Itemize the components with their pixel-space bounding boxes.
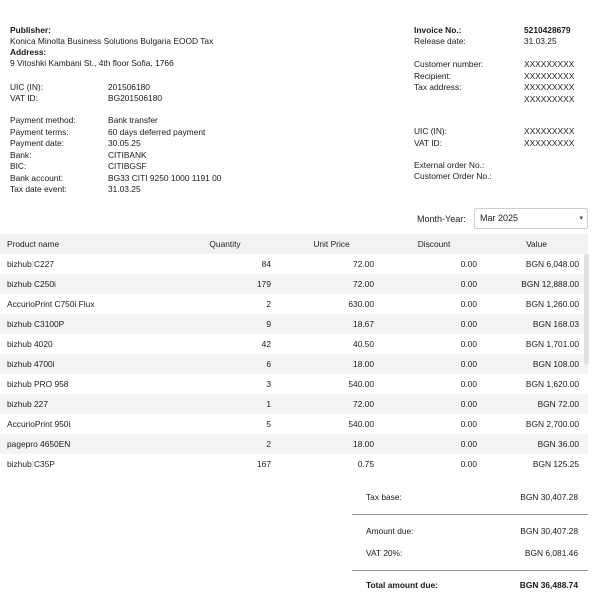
payment-row [10, 138, 221, 150]
cell-value: BGN 108.00 [532, 359, 579, 369]
payment-value: CITIBGSF [108, 161, 147, 171]
customer-value: XXXXXXXXX [524, 93, 575, 104]
cell-discount: 0.00 [460, 379, 477, 389]
customer-label: Recipient: [414, 70, 452, 81]
customer-row [414, 71, 574, 83]
cell-discount: 0.00 [460, 399, 477, 409]
release-date-label: Release date: [414, 36, 466, 46]
table-row [0, 454, 588, 474]
payment-label: Payment terms: [10, 126, 69, 137]
release-date: 31.03.25 [524, 36, 557, 46]
customer-id-row [414, 126, 574, 138]
publisher-label: Publisher: [10, 25, 51, 35]
payment-value: CITIBANK [108, 149, 147, 160]
cell-quantity: 6 [266, 359, 271, 369]
cell-value: BGN 2,700.00 [525, 419, 579, 429]
tax-base-value: BGN 30,407.28 [520, 492, 578, 502]
customer-details [414, 59, 574, 105]
cell-value: BGN 6,048.00 [525, 259, 579, 269]
table-row [0, 294, 588, 314]
customer-label: Tax address: [414, 82, 462, 92]
table-row [0, 274, 588, 294]
cell-value: BGN 1,701.00 [525, 339, 579, 349]
payment-label: Payment date: [10, 138, 65, 148]
cell-unit-price: 18.67 [353, 319, 374, 329]
cell-product: pagepro 4650EN [7, 439, 71, 449]
cell-discount: 0.00 [460, 459, 477, 469]
publisher-name: Konica Minolta Business Solutions Bulgaria EOOD Tax [10, 36, 214, 46]
table-row [0, 354, 588, 374]
products-table [0, 234, 588, 474]
header-product-name: Product name [7, 239, 60, 249]
customer-row [414, 82, 574, 94]
cell-quantity: 42 [261, 339, 271, 349]
vat-label: VAT 20%: [366, 548, 403, 558]
vat-value: BGN 6,081.46 [524, 548, 578, 558]
address-label: Address: [10, 47, 47, 57]
table-row [0, 374, 588, 394]
cell-product: AccurioPrint C750i Flux [7, 299, 95, 309]
publisher-vat-label: VAT ID: [10, 93, 38, 103]
payment-row [10, 127, 221, 139]
invoice-no: 5210428679 [524, 25, 571, 35]
cell-unit-price: 72.00 [353, 259, 374, 269]
cell-discount: 0.00 [460, 419, 477, 429]
customer-row [414, 59, 574, 71]
payment-value: 30.05.25 [108, 138, 141, 148]
divider [352, 514, 588, 515]
customer-id-value: XXXXXXXXX [524, 137, 575, 148]
payment-label: Tax date event: [10, 184, 67, 194]
customer-id-value: XXXXXXXXX [524, 126, 575, 136]
cell-product: bizhub C3100P [7, 319, 65, 329]
publisher-address: 9 Vitoshki Kambani St., 4th floor Sofia, 1766 [10, 58, 174, 68]
month-year-value: Mar 2025 [480, 213, 519, 223]
table-row [0, 394, 588, 414]
cell-unit-price: 0.75 [357, 459, 374, 469]
publisher-uic-label: UIC (IN): [10, 82, 44, 92]
header-unit-price: Unit Price [313, 239, 350, 249]
cell-product: AccurioPrint 950i [7, 419, 71, 429]
external-order-label: External order No.: [414, 160, 485, 170]
payment-value: BG33 CITI 9250 1000 1191 00 [108, 172, 222, 183]
cell-discount: 0.00 [460, 319, 477, 329]
total-label: Total amount due: [366, 580, 438, 590]
month-year-label: Month-Year: [417, 214, 466, 224]
payment-label: Payment method: [10, 115, 76, 125]
cell-quantity: 1 [266, 399, 271, 409]
cell-discount: 0.00 [460, 359, 477, 369]
customer-order-label: Customer Order No.: [414, 171, 492, 181]
cell-unit-price: 540.00 [348, 379, 374, 389]
caret-down-icon: ▾ [579, 215, 583, 222]
payment-label: Bank account: [10, 172, 64, 183]
table-header [0, 234, 588, 254]
payment-row [10, 150, 221, 162]
cell-product: bizhub C250i [7, 279, 56, 289]
publisher-vat: BG201506180 [108, 93, 163, 103]
cell-product: bizhub PRO 958 [7, 379, 69, 389]
header-quantity: Quantity [209, 239, 241, 249]
cell-value: BGN 72.00 [537, 399, 579, 409]
payment-row [10, 184, 221, 196]
cell-value: BGN 168.03 [532, 319, 579, 329]
invoice-no-label: Invoice No.: [414, 25, 462, 35]
customer-value: XXXXXXXXX [524, 82, 575, 92]
cell-discount: 0.00 [460, 279, 477, 289]
cell-value: BGN 125.25 [532, 459, 579, 469]
cell-value: BGN 1,620.00 [525, 379, 579, 389]
payment-details [10, 115, 221, 196]
cell-discount: 0.00 [460, 439, 477, 449]
month-year-select[interactable] [474, 208, 588, 229]
cell-value: BGN 36.00 [537, 439, 579, 449]
customer-id-label: UIC (IN): [414, 126, 448, 136]
cell-discount: 0.00 [460, 339, 477, 349]
payment-label: Bank: [10, 149, 32, 160]
payment-row [10, 161, 221, 173]
cell-quantity: 167 [257, 459, 271, 469]
table-row [0, 314, 588, 334]
customer-row [414, 94, 574, 106]
cell-quantity: 2 [266, 299, 271, 309]
cell-discount: 0.00 [460, 259, 477, 269]
customer-value: XXXXXXXXX [524, 59, 575, 69]
cell-quantity: 84 [261, 259, 271, 269]
customer-ids [414, 126, 574, 149]
cell-unit-price: 18.00 [353, 439, 374, 449]
cell-quantity: 179 [257, 279, 271, 289]
cell-unit-price: 40.50 [353, 339, 374, 349]
cell-value: BGN 12,888.00 [521, 279, 579, 289]
table-row [0, 334, 588, 354]
cell-unit-price: 18.00 [353, 359, 374, 369]
tax-base-label: Tax base: [366, 492, 402, 502]
cell-quantity: 3 [266, 379, 271, 389]
amount-due-value: BGN 30,407.28 [520, 526, 578, 536]
cell-product: bizhub 4020 [7, 339, 53, 349]
total-value: BGN 36,488.74 [519, 580, 578, 590]
table-scrollbar[interactable] [584, 254, 589, 364]
amount-due-label: Amount due: [366, 526, 414, 536]
customer-id-row [414, 138, 574, 150]
header-value: Value [526, 239, 547, 249]
payment-value: Bank transfer [108, 115, 158, 125]
cell-unit-price: 72.00 [353, 399, 374, 409]
publisher-uic: 201506180 [108, 82, 150, 92]
cell-product: bizhub 4700i [7, 359, 55, 369]
payment-label: BIC: [10, 161, 27, 171]
cell-discount: 0.00 [460, 299, 477, 309]
table-row [0, 414, 588, 434]
cell-unit-price: 72.00 [353, 279, 374, 289]
payment-value: 60 days deferred payment [108, 126, 206, 137]
divider [352, 570, 588, 571]
cell-product: bizhub C227 [7, 259, 55, 269]
customer-value: XXXXXXXXX [524, 70, 575, 81]
cell-unit-price: 630.00 [348, 299, 374, 309]
table-row [0, 254, 588, 274]
payment-row [10, 115, 221, 127]
cell-product: bizhub 227 [7, 399, 48, 409]
payment-row [10, 173, 221, 185]
cell-quantity: 9 [266, 319, 271, 329]
customer-label: Customer number: [414, 59, 484, 69]
cell-unit-price: 540.00 [348, 419, 374, 429]
payment-value: 31.03.25 [108, 184, 141, 194]
cell-quantity: 5 [266, 419, 271, 429]
cell-product: bizhub C35P [7, 459, 55, 469]
cell-value: BGN 1,260.00 [525, 299, 579, 309]
table-row [0, 434, 588, 454]
customer-id-label: VAT ID: [414, 137, 442, 148]
cell-quantity: 2 [266, 439, 271, 449]
header-discount: Discount [417, 239, 451, 249]
